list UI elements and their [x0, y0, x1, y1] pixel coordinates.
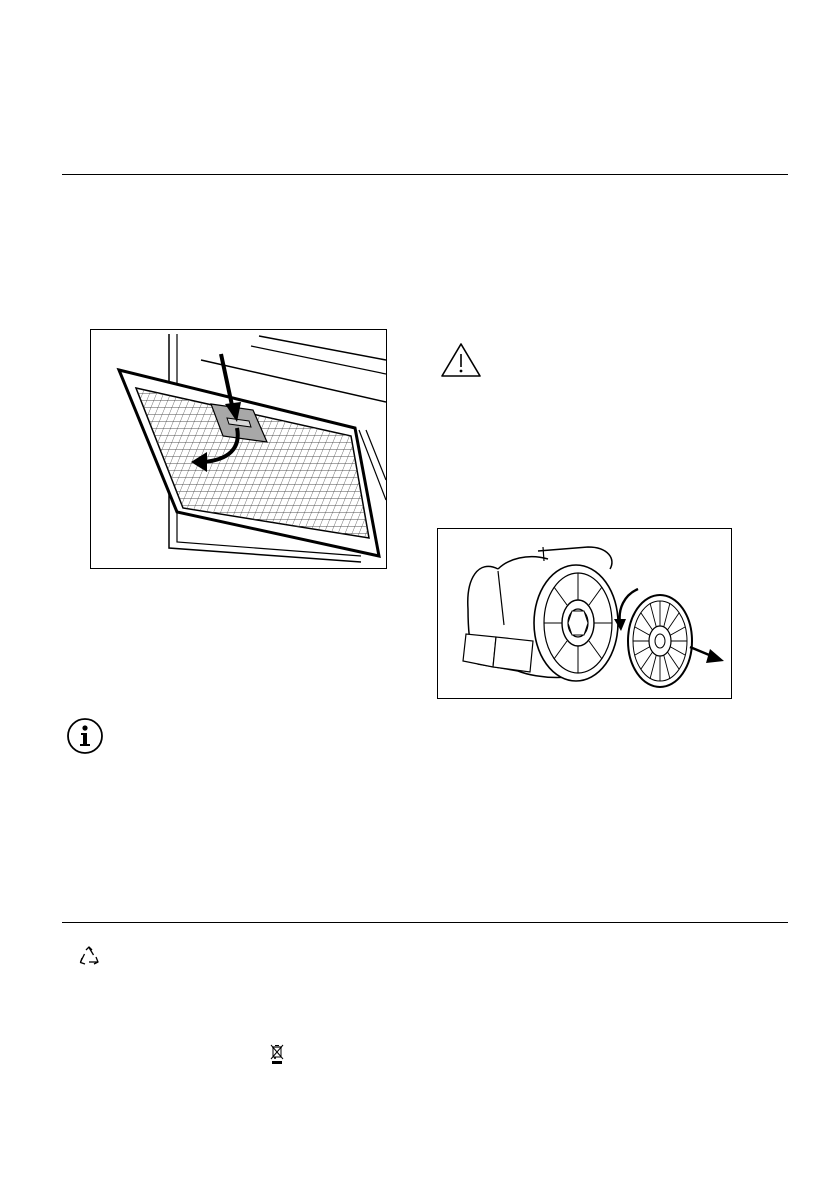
grease-filter-figure: [90, 329, 387, 569]
crossed-out-wheelie-bin-icon: [269, 1043, 285, 1065]
carbon-filter-figure: [437, 528, 732, 699]
recycle-icon: [77, 945, 101, 969]
top-divider: [62, 174, 788, 175]
info-circle-icon: [65, 716, 105, 756]
bottom-divider: [62, 922, 788, 923]
warning-triangle-icon: [439, 341, 483, 379]
